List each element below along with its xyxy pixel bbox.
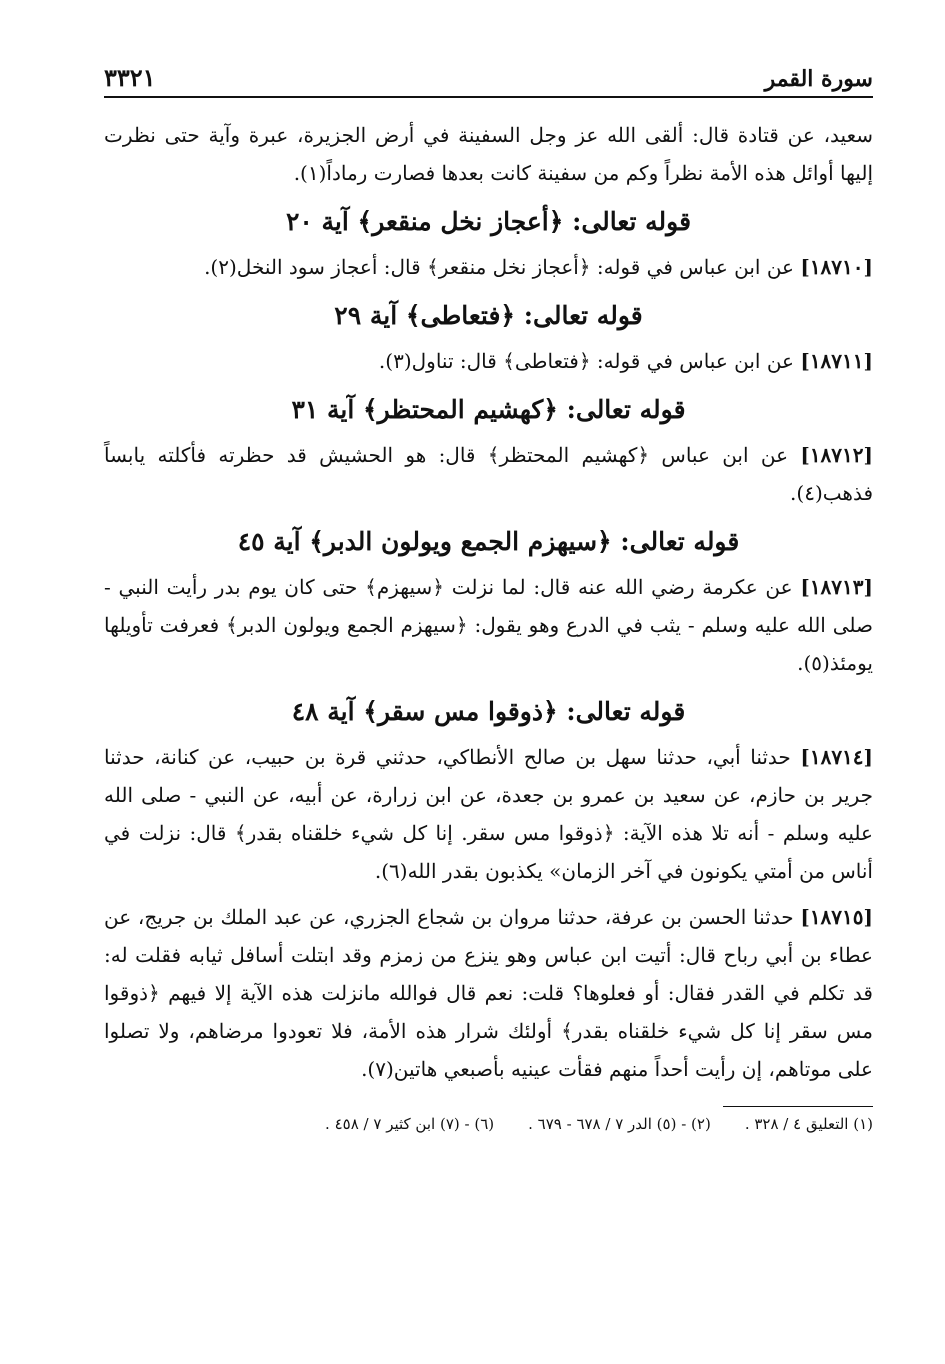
footnote-1: (١) التعليق ٤ / ٣٢٨ . — [744, 1115, 873, 1133]
narration-18713 — [104, 568, 873, 682]
intro-paragraph: سعيد، عن قتادة قال: ألقى الله عز وجل السفينة في أرض الجزيرة، عبرة وآية حتى نظرت إليها أوائل هذه الأمة نظراً وكم من سفينة كانت بعدها فصارت رماداً(١). — [104, 123, 873, 185]
narration-18715 — [104, 898, 873, 1088]
narration-number: [١٨٧١٠] — [800, 255, 873, 279]
narration-text: عن عكرمة رضي الله عنه قال: لما نزلت ﴿سيهزم﴾ حتى كان يوم بدر رأيت النبي - صلى الله عليه وسلم - يثب في الدرع وهو يقول: ﴿سيهزم الجمع ويولون الدبر﴾ فعرفت تأويلها يومئذ(٥). — [104, 575, 873, 675]
narration-text: عن ابن عباس في قوله: ﴿أعجاز نخل منقعر﴾ قال: أعجاز سود النخل(٢). — [204, 255, 794, 279]
verse-heading-3: قوله تعالى: ﴿كهشيم المحتظر﴾ آية ٣١ — [291, 395, 686, 424]
footnote-divider — [723, 1106, 873, 1107]
narration-18714 — [104, 738, 873, 890]
narration-number: [١٨٧١٢] — [800, 443, 873, 467]
narration-text: عن ابن عباس في قوله: ﴿فتعاطى﴾ قال: تناول(٣). — [378, 349, 794, 373]
page-header — [104, 56, 873, 98]
narration-text: عن ابن عباس ﴿كهشيم المحتظر﴾ قال: هو الحشيش قد حظرته فأكلته يابساً فذهب(٤). — [104, 443, 873, 505]
narration-number: [١٨٧١٥] — [800, 905, 873, 929]
verse-heading-2: قوله تعالى: ﴿فتعاطى﴾ آية ٢٩ — [334, 301, 643, 330]
narration-18712 — [104, 436, 873, 512]
page-body — [104, 116, 873, 1135]
footnotes — [104, 1113, 873, 1135]
narration-text: حدثنا الحسن بن عرفة، حدثنا مروان بن شجاع الجزري، عن عبد الملك بن جريج، عن عطاء بن أبي رباح قال: أتيت ابن عباس وهو ينزع من زمزم وقد ابتلت أسافل ثيابه فقلت له: قد تكلم في القدر فقال: أو فعلوها؟ قلت: نعم قال فوالله مانزلت هذه الآية إلا فيهم ﴿ذوقوا مس سقر إنا كل شيء خلقناه بقدر﴾ أولئك شرار هذه الأمة، فلا تعودوا مرضاهم، ولا تصلوا على موتاهم، إن رأيت أحداً منهم فقأت عينيه بأصبعي هاتين(٧). — [104, 905, 873, 1081]
verse-heading-5: قوله تعالى: ﴿ذوقوا مس سقر﴾ آية ٤٨ — [291, 697, 686, 726]
narration-text: حدثنا أبي، حدثنا سهل بن صالح الأنطاكي، حدثني قرة بن حبيب، عن كنانة، حدثنا جرير بن حازم، عن سعيد بن عمرو بن جعدة، عن ابن زرارة، عن أبيه، عن النبي - صلى الله عليه وسلم - أنه تلا هذه الآية: ﴿ذوقوا مس سقر. إنا كل شيء خلقناه بقدر﴾ قال: نزلت في أناس من أمتي يكونون في آخر الزمان» يكذبون بقدر الله(٦). — [104, 745, 873, 883]
narration-number: [١٨٧١٤] — [800, 745, 874, 769]
footnote-3: (٦) - (٧) ابن كثير ٧ / ٤٥٨ . — [325, 1115, 495, 1133]
page-number: ٣٣٢١ — [104, 63, 156, 92]
footnote-2: (٢) - (٥) الدر ٧ / ٦٧٨ - ٦٧٩ . — [528, 1115, 711, 1133]
verse-heading-1: قوله تعالى: ﴿أعجاز نخل منقعر﴾ آية ٢٠ — [285, 207, 692, 236]
narration-number: [١٨٧١٣] — [800, 575, 873, 599]
narration-18711 — [104, 342, 873, 380]
verse-heading-4: قوله تعالى: ﴿سيهزم الجمع ويولون الدبر﴾ آية ٤٥ — [237, 527, 740, 556]
narration-18710 — [104, 248, 873, 286]
narration-number: [١٨٧١١] — [800, 349, 873, 373]
surah-title: سورة القمر — [764, 66, 873, 92]
